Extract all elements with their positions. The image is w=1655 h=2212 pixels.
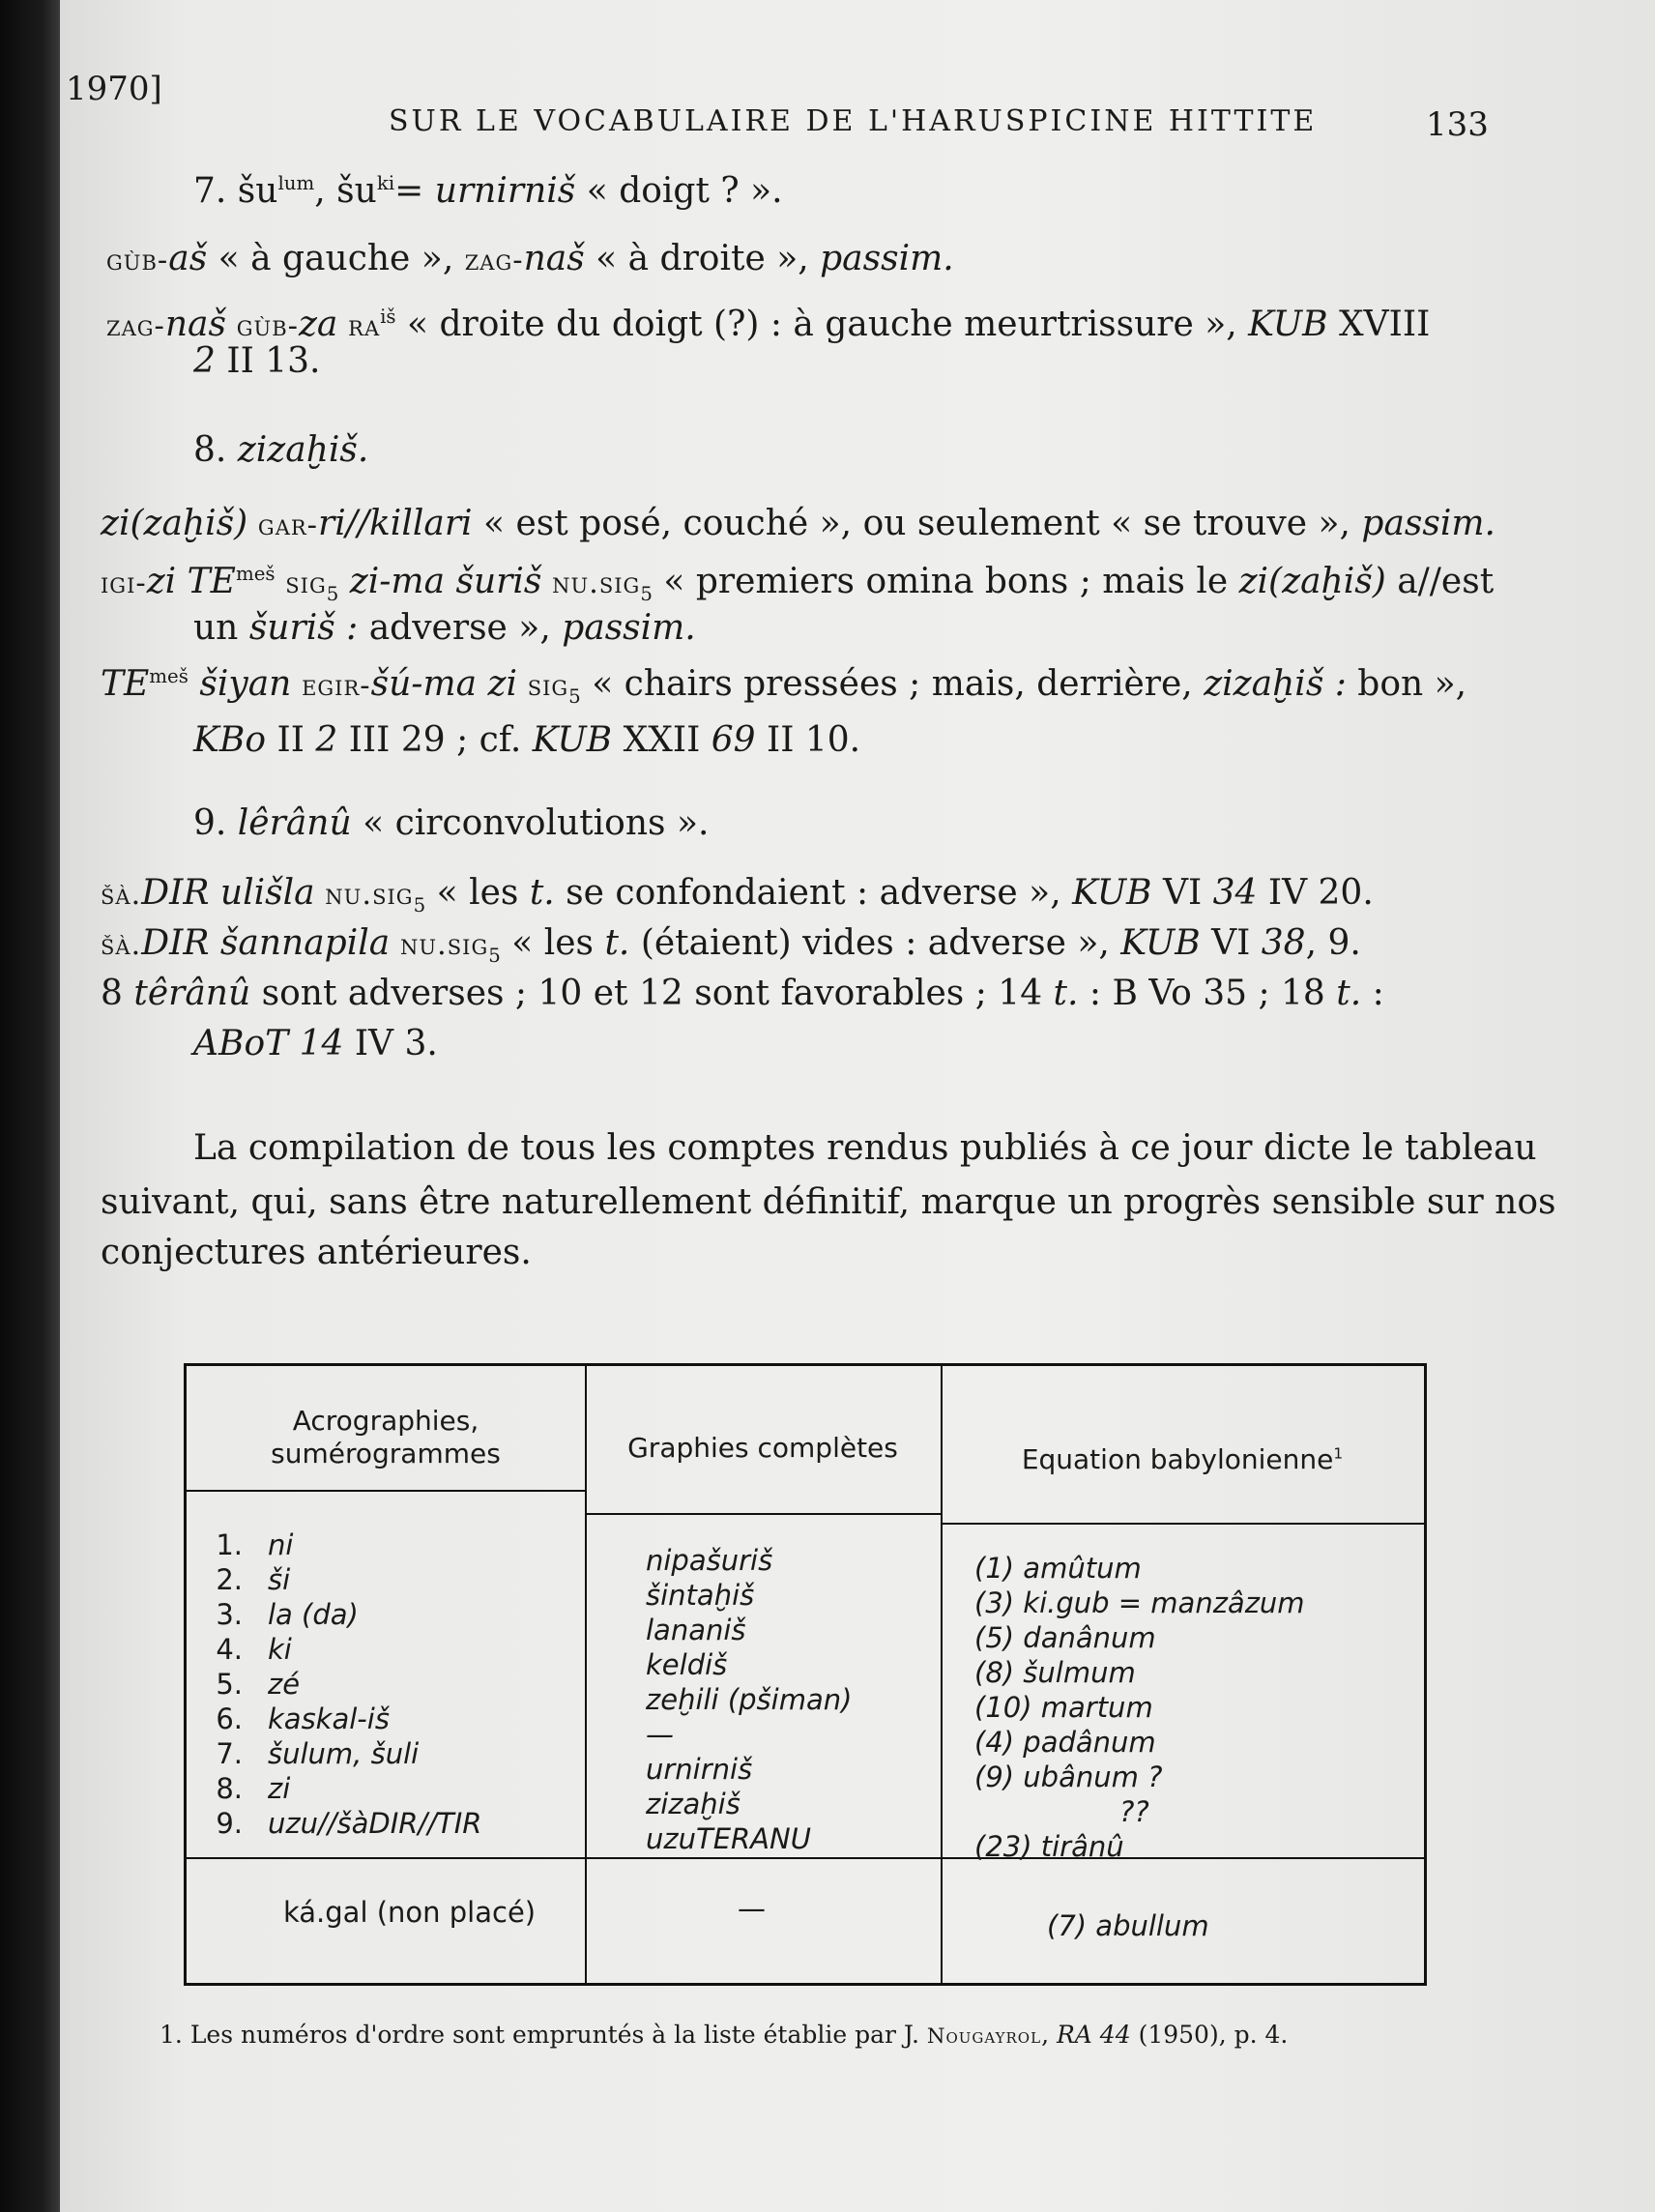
term: 34 xyxy=(1212,873,1258,913)
text: 8 xyxy=(101,974,134,1013)
col2-row: urnirniš xyxy=(646,1753,753,1786)
text: bon », xyxy=(1346,664,1467,704)
text: « droite du doigt (?) : à gauche meurtrissure », xyxy=(395,305,1249,344)
section-8-line-5 xyxy=(193,720,861,760)
col3-row: (3) ki.gub = manzâzum xyxy=(974,1586,1305,1619)
gloss: « doigt ? ». xyxy=(586,171,783,211)
col1-row xyxy=(187,1772,290,1805)
paragraph-line-3: conjectures antérieures. xyxy=(101,1233,532,1272)
row-value: ši xyxy=(268,1563,291,1596)
text: un xyxy=(193,608,249,648)
col2-row: — xyxy=(646,1718,674,1751)
term: t. xyxy=(1336,974,1362,1013)
row-value: kaskal-iš xyxy=(268,1703,390,1735)
term: ri//killari xyxy=(318,504,473,543)
section-8-line-1 xyxy=(101,504,1495,543)
row-value: la (da) xyxy=(268,1598,359,1631)
text: adverse », xyxy=(358,608,563,648)
row-number: 1. xyxy=(216,1528,243,1561)
term: za xyxy=(298,305,338,344)
text: : B Vo 35 ; 18 xyxy=(1078,974,1337,1013)
term: zizaḫiš. xyxy=(237,430,369,470)
text: II 13. xyxy=(215,341,321,381)
term: passim. xyxy=(562,608,696,648)
term: 38 xyxy=(1261,923,1306,963)
section-7-line-3 xyxy=(193,341,321,381)
text: XVIII xyxy=(1327,305,1431,344)
term: aš xyxy=(168,239,208,278)
paragraph-line-1: La compilation de tous les comptes rendus publiés à ce jour dicte le tableau xyxy=(193,1128,1537,1168)
row-value: zi xyxy=(268,1772,291,1805)
text: , šu xyxy=(314,171,377,211)
term: 2 xyxy=(193,341,216,381)
term: KUB xyxy=(1072,873,1152,913)
term: passim. xyxy=(820,239,954,278)
text: II xyxy=(266,720,316,760)
sup: meš xyxy=(149,665,189,687)
col1-row xyxy=(187,1668,300,1701)
term: urnirniš xyxy=(434,171,576,211)
author-name: Nougayrol xyxy=(926,2024,1042,2049)
term: zi TE xyxy=(146,562,236,601)
text: VI xyxy=(1200,923,1262,963)
col3-row: (5) danânum xyxy=(974,1621,1156,1654)
section-8-line-3 xyxy=(193,608,696,648)
sumerogram: gar- xyxy=(247,509,319,542)
term: KUB xyxy=(532,720,613,760)
equation-table xyxy=(184,1363,1427,1986)
text: « les xyxy=(425,873,530,913)
header-rule xyxy=(941,1523,1424,1525)
col1-header xyxy=(187,1405,585,1470)
term: têrânû xyxy=(133,974,251,1013)
section-8-line-4 xyxy=(101,664,1467,709)
sub: 5 xyxy=(488,945,501,968)
term: šú-ma zi xyxy=(370,664,517,704)
term: zi-ma šuriš xyxy=(338,562,542,601)
term: šuriš : xyxy=(248,608,359,648)
sub: 5 xyxy=(568,685,581,709)
col3-row: (8) šulmum xyxy=(974,1656,1136,1689)
col1-header-line-1: Acrographies, xyxy=(292,1405,479,1437)
footnote-marker: 1 xyxy=(1333,1444,1344,1463)
text: « à gauche », xyxy=(207,239,465,278)
text: « premiers omina bons ; mais le xyxy=(652,562,1239,601)
text: IV 20. xyxy=(1257,873,1374,913)
text: (1950), p. 4. xyxy=(1130,2021,1289,2049)
term: naš xyxy=(164,305,226,344)
text: XXII xyxy=(612,720,711,760)
term: t. xyxy=(1053,974,1079,1013)
col3-header-text: Equation babylonienne xyxy=(1021,1443,1334,1475)
col2-row: zizaḫiš xyxy=(646,1788,740,1820)
text: sont adverses ; 10 et 12 sont favorables ; 14 xyxy=(250,974,1054,1013)
section-8-heading xyxy=(193,430,369,470)
sumerogram: gùb- xyxy=(106,244,169,277)
sumerogram: gùb- xyxy=(226,309,299,343)
term: zi(zaḫiš) xyxy=(101,504,248,543)
row-number: 6. xyxy=(216,1703,243,1735)
row-value: šulum, šuli xyxy=(268,1737,420,1770)
sumerogram: šà. xyxy=(101,928,142,962)
section-9-heading xyxy=(193,803,710,843)
row-number: 2. xyxy=(216,1563,243,1596)
col2-row: lananiš xyxy=(646,1614,746,1646)
col3-row: (4) padânum xyxy=(974,1726,1156,1759)
col3-row: (23) tirânû xyxy=(974,1830,1124,1863)
text: a//est xyxy=(1385,562,1495,601)
gloss: « circonvolutions ». xyxy=(351,803,710,843)
row-number: 7. xyxy=(216,1737,243,1770)
text: « chairs pressées ; mais, derrière, xyxy=(580,664,1205,704)
footnote xyxy=(160,2021,1288,2049)
row-value: uzu//šàDIR//TIR xyxy=(268,1807,482,1840)
header-rule xyxy=(585,1513,941,1515)
term: 69 xyxy=(711,720,756,760)
col2-row: uzuTERANU xyxy=(646,1822,811,1855)
text: 8. xyxy=(193,430,238,470)
term: šiyan xyxy=(188,664,292,704)
footer-rule xyxy=(187,1857,1424,1859)
section-9-line-4 xyxy=(193,1024,438,1063)
term: KUB xyxy=(1248,305,1328,344)
sup: ki xyxy=(376,172,395,194)
sumerogram: sig xyxy=(516,669,569,703)
text: « les xyxy=(500,923,605,963)
term: t. xyxy=(604,923,630,963)
term: passim. xyxy=(1361,504,1495,543)
term: 2 xyxy=(315,720,338,760)
sumerogram: nu.sig xyxy=(541,567,641,600)
sumerogram: nu.sig xyxy=(390,928,489,962)
text: « à droite », xyxy=(584,239,821,278)
sumerogram: igi- xyxy=(101,567,147,600)
sumerogram: zag- xyxy=(106,309,165,343)
sumerogram: egir- xyxy=(291,669,371,703)
col2-row: zeḫili (pšiman) xyxy=(646,1683,853,1716)
text: VI xyxy=(1151,873,1213,913)
text: , 9. xyxy=(1305,923,1361,963)
col2-header: Graphies complètes xyxy=(627,1432,898,1464)
footer-col1: ká.gal (non placé) xyxy=(283,1896,537,1929)
sub: 5 xyxy=(640,583,653,606)
text: (étaient) vides : adverse », xyxy=(629,923,1121,963)
col1-row xyxy=(187,1563,290,1596)
section-7-heading xyxy=(193,171,783,211)
page-number: 133 xyxy=(1426,105,1489,144)
term: TE xyxy=(101,664,150,704)
term: DIR ulišla xyxy=(141,873,315,913)
text: 7. šu xyxy=(193,171,278,211)
section-7-line-1 xyxy=(106,239,954,278)
term: KBo xyxy=(193,720,267,760)
term: KUB xyxy=(1120,923,1201,963)
sup: lum xyxy=(277,172,315,194)
term: lêrânû xyxy=(237,803,352,843)
section-9-line-2 xyxy=(101,923,1361,968)
row-number: 4. xyxy=(216,1633,243,1666)
term: ABoT 14 xyxy=(193,1024,344,1063)
sumerogram: zag- xyxy=(464,244,524,277)
header-year: 1970] xyxy=(66,70,162,108)
sumerogram: šà. xyxy=(101,878,142,912)
row-number: 5. xyxy=(216,1668,243,1701)
row-number: 9. xyxy=(216,1807,243,1840)
row-number: 3. xyxy=(216,1598,243,1631)
col2-row: nipašuriš xyxy=(646,1544,773,1577)
footnote-text: Les numéros d'ordre sont empruntés à la liste établie par J. xyxy=(189,2021,927,2049)
term: zi(zaḫiš) xyxy=(1238,562,1386,601)
term: naš xyxy=(523,239,585,278)
term: DIR šannapila xyxy=(141,923,391,963)
sub: 5 xyxy=(326,583,339,606)
text: II 10. xyxy=(755,720,861,760)
book-spine-shadow xyxy=(0,0,60,2212)
section-7-line-2 xyxy=(106,307,1430,342)
sup: meš xyxy=(235,563,276,585)
row-value: ki xyxy=(268,1633,292,1666)
paragraph-line-2: suivant, qui, sans être naturellement définitif, marque un progrès sensible sur nos xyxy=(101,1182,1556,1222)
text: = xyxy=(394,171,424,211)
section-8-line-2 xyxy=(101,562,1495,606)
sumerogram: nu.sig xyxy=(314,878,414,912)
row-value: ni xyxy=(268,1528,294,1561)
journal-ref: RA 44 xyxy=(1056,2021,1131,2049)
sumerogram: sig xyxy=(275,567,327,600)
footer-col2: — xyxy=(738,1892,766,1925)
sub: 5 xyxy=(413,894,426,917)
footer-col3: (7) abullum xyxy=(1047,1909,1209,1942)
footnote-mark: 1. xyxy=(160,2021,183,2049)
col3-row: (9) ubânum ? xyxy=(974,1761,1163,1793)
col1-row xyxy=(187,1737,419,1770)
col1-row xyxy=(187,1528,293,1561)
section-9-line-3 xyxy=(101,976,1384,1011)
sup: iš xyxy=(380,306,396,328)
col1-row xyxy=(187,1807,481,1840)
text: se confondaient : adverse », xyxy=(554,873,1073,913)
col1-row xyxy=(187,1633,292,1666)
col3-row: (1) amûtum xyxy=(974,1552,1142,1585)
term: t. xyxy=(529,873,555,913)
row-number: 8. xyxy=(216,1772,243,1805)
text: IV 3. xyxy=(343,1024,438,1063)
text: 9. xyxy=(193,803,238,843)
text: « est posé, couché », ou seulement « se trouve », xyxy=(472,504,1362,543)
sumerogram: ra xyxy=(337,309,381,343)
col2-row: šintaḫiš xyxy=(646,1579,755,1612)
col2-row: keldiš xyxy=(646,1648,728,1681)
row-value: zé xyxy=(268,1668,301,1701)
col3-header xyxy=(941,1443,1424,1476)
section-9-line-1 xyxy=(101,873,1374,917)
col1-row xyxy=(187,1703,390,1735)
text: , xyxy=(1041,2021,1057,2049)
col3-row: (10) martum xyxy=(974,1691,1153,1724)
term: zizaḫiš : xyxy=(1204,664,1347,704)
text: III 29 ; cf. xyxy=(337,720,533,760)
col3-row: ?? xyxy=(1119,1795,1149,1828)
header-rule xyxy=(187,1490,585,1492)
col1-row xyxy=(187,1598,359,1631)
col1-header-line-2: sumérogrammes xyxy=(271,1437,501,1470)
text: : xyxy=(1361,974,1384,1013)
running-title: SUR LE VOCABULAIRE DE L'HARUSPICINE HITTITE xyxy=(389,104,1318,138)
